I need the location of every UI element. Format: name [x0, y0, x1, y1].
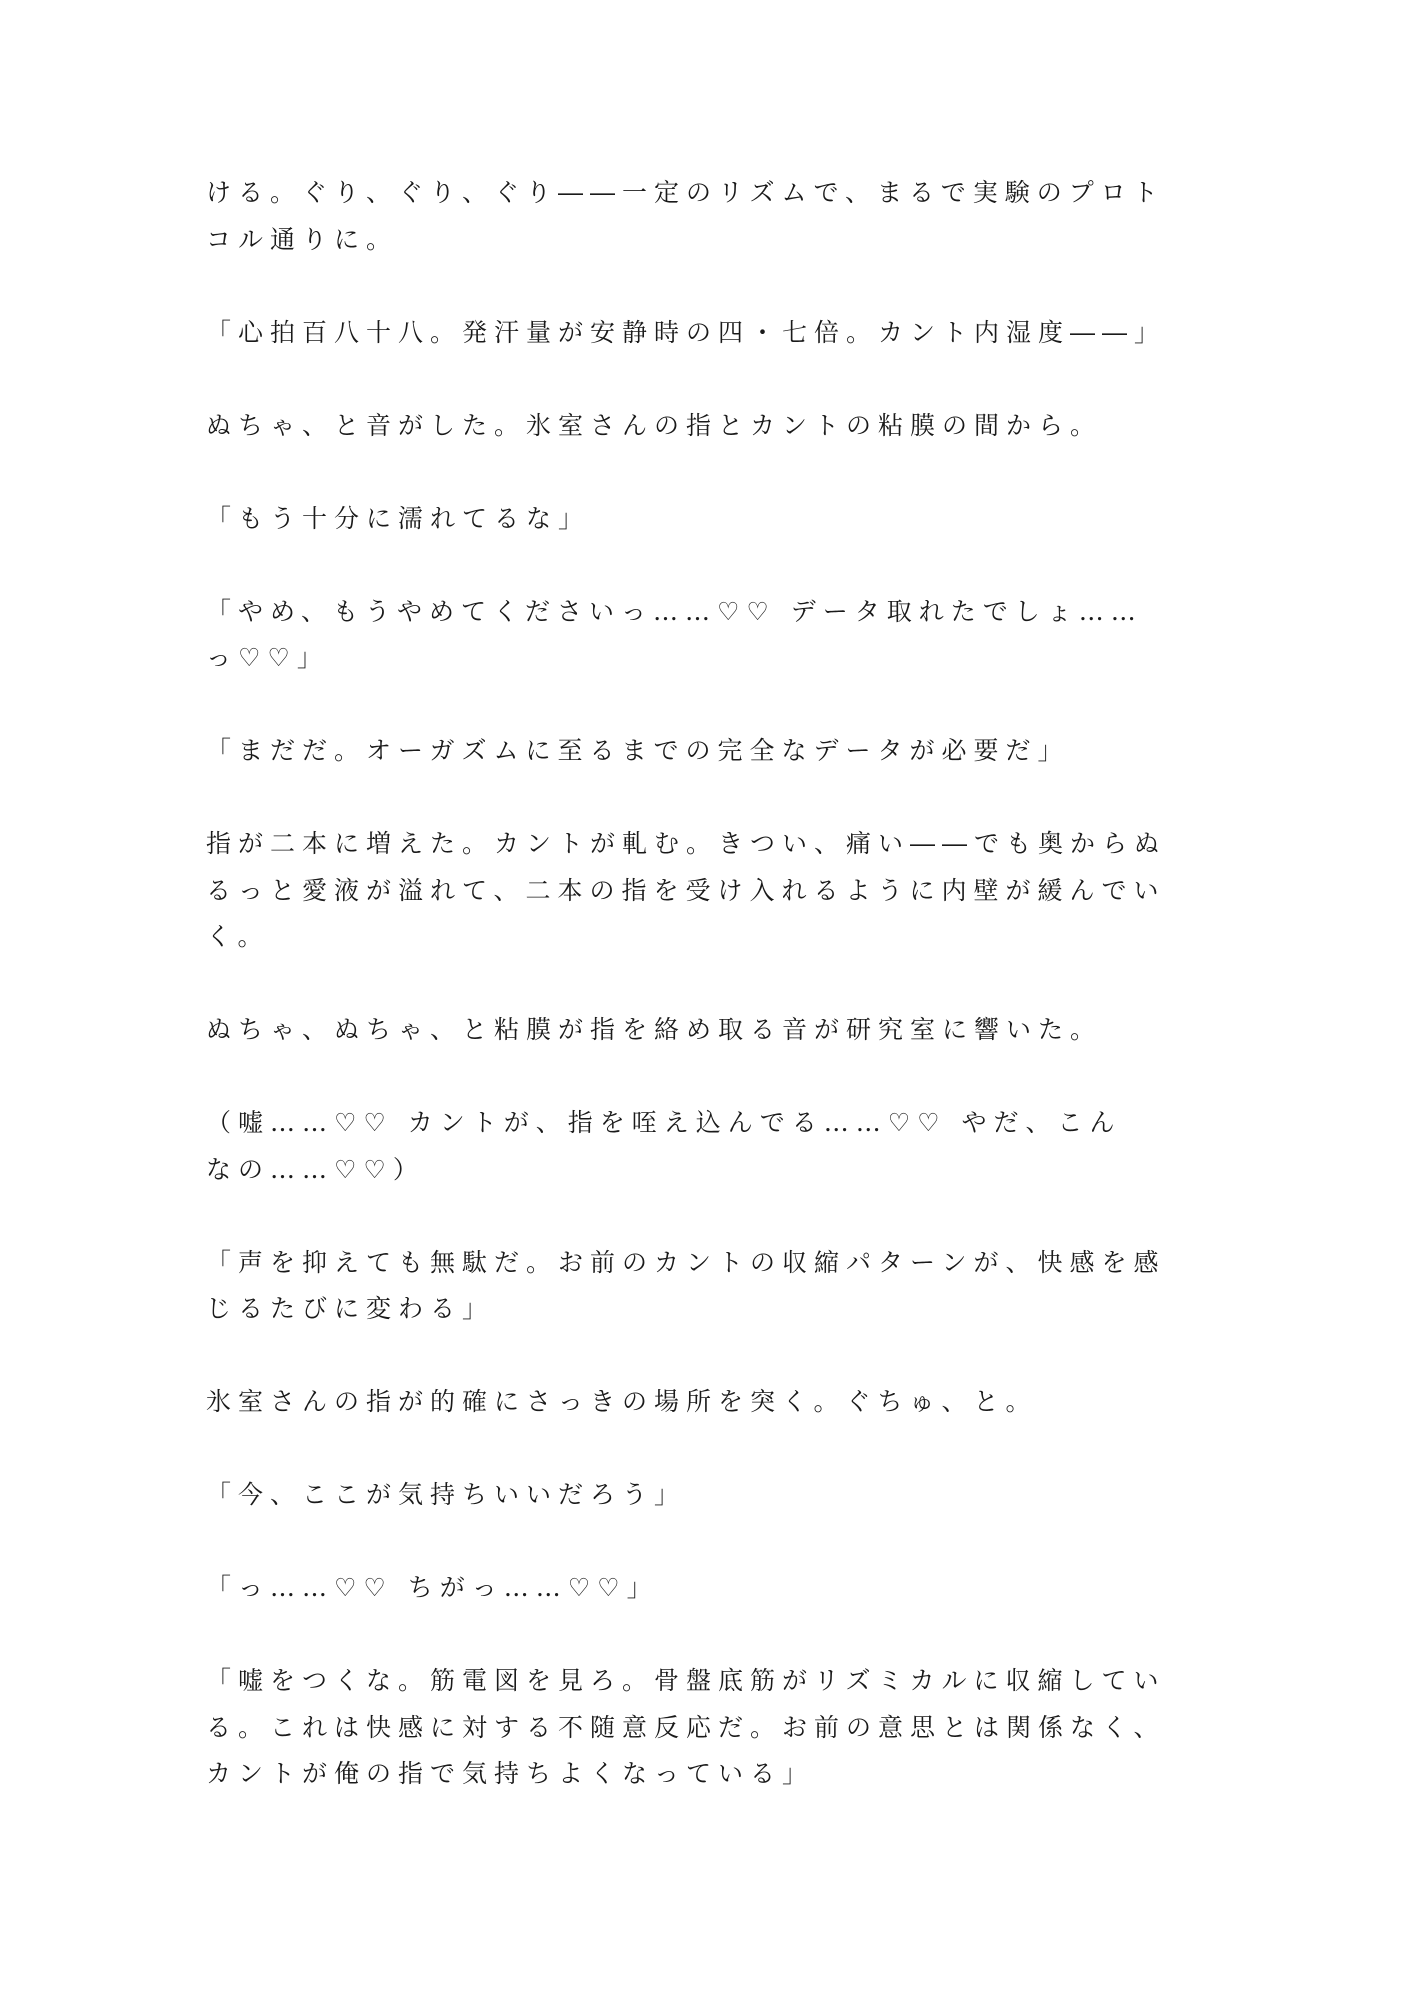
- text-line: る。これは快感に対する不随意反応だ。お前の意思とは関係なく、: [206, 1712, 1166, 1742]
- text-line: 「っ……♡♡ ちがっ……♡♡」: [206, 1573, 659, 1602]
- paragraph: [206, 1379, 1206, 1426]
- text-line: っ♡♡」: [206, 643, 329, 672]
- paragraph: [206, 170, 1206, 263]
- text-line: 氷室さんの指が的確にさっきの場所を突く。ぐちゅ、と。: [206, 1387, 1038, 1416]
- paragraph: [206, 821, 1206, 961]
- paragraph: [206, 1565, 1206, 1612]
- paragraph: [206, 1007, 1206, 1054]
- text-line: 指が二本に増えた。カントが軋む。きつい、痛い――でも奥からぬ: [206, 829, 1167, 858]
- text-line: るっと愛液が溢れて、二本の指を受け入れるように内壁が緩んでい: [206, 875, 1166, 905]
- text-line: じるたびに変わる」: [206, 1294, 495, 1323]
- paragraph: [206, 1658, 1206, 1798]
- text-line: ぬちゃ、と音がした。氷室さんの指とカントの粘膜の間から。: [206, 410, 1103, 440]
- text-line: コル通りに。: [206, 224, 399, 254]
- paragraph: [206, 1100, 1206, 1193]
- text-line: なの……♡♡）: [206, 1154, 425, 1184]
- text-line: 「心拍百八十八。発汗量が安静時の四・七倍。カント内湿度――」: [206, 317, 1167, 347]
- text-line: 「嘘をつくな。筋電図を見ろ。骨盤底筋がリズミカルに収縮してい: [206, 1666, 1166, 1695]
- text-line: 「今、ここが気持ちいいだろう」: [206, 1480, 687, 1509]
- paragraph: [206, 589, 1206, 682]
- text-line: 「まだだ。オーガズムに至るまでの完全なデータが必要だ」: [206, 736, 1070, 765]
- paragraph: [206, 403, 1206, 450]
- text-line: （嘘……♡♡ カントが、指を咥え込んでる……♡♡ やだ、こん: [206, 1108, 1122, 1137]
- document-page: [206, 170, 1206, 1844]
- text-line: カントが俺の指で気持ちよくなっている」: [206, 1759, 815, 1788]
- paragraph: [206, 1472, 1206, 1519]
- paragraph: [206, 728, 1206, 775]
- text-line: 「もう十分に濡れてるな」: [206, 503, 591, 533]
- paragraph: [206, 310, 1206, 357]
- paragraph: [206, 1240, 1206, 1333]
- text-line: ける。ぐり、ぐり、ぐり――一定のリズムで、まるで実験のプロト: [206, 178, 1165, 207]
- paragraph: [206, 496, 1206, 543]
- text-line: 「やめ、もうやめてくださいっ……♡♡ データ取れたでしょ……: [206, 596, 1143, 626]
- text-line: く。: [206, 922, 270, 951]
- text-line: 「声を抑えても無駄だ。お前のカントの収縮パターンが、快感を感: [206, 1247, 1166, 1277]
- text-line: ぬちゃ、ぬちゃ、と粘膜が指を絡め取る音が研究室に響いた。: [206, 1015, 1103, 1044]
